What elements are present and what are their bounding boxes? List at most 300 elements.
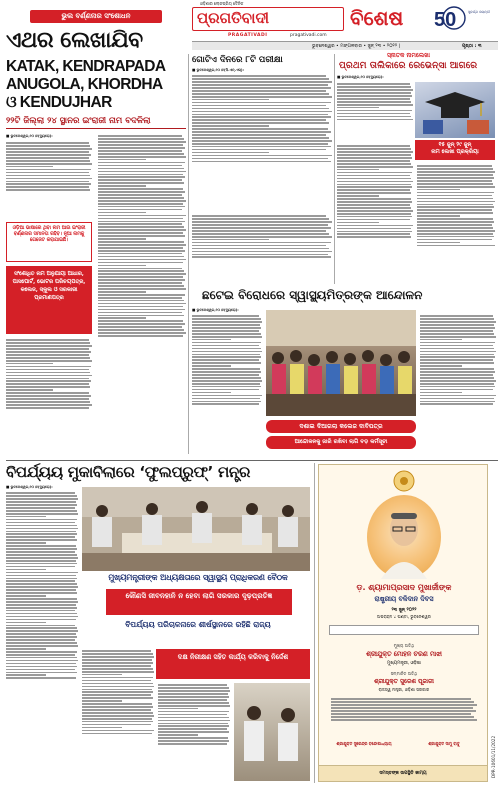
text-line [98,138,184,140]
text-line [82,709,151,711]
text-line [98,168,184,170]
text-line [6,595,46,597]
disaster-banner3 [92,619,304,645]
text-line [337,189,410,191]
text-line [6,351,91,353]
text-line [420,354,494,356]
graduate-headline: ପ୍ରଥମ ତାଲିକାରେ ରେଭେନ୍ସା ଆଗରେ [339,60,478,71]
text-line [98,171,186,173]
column-rule-1 [188,54,189,454]
text-line [6,389,53,391]
text-line [192,256,331,258]
text-line [192,371,261,373]
text-line [82,697,153,699]
text-line [6,348,89,350]
ad-title-1: ଡ଼. ଶ୍ୟାମାପ୍ରସାଦ ମୁଖାର୍ଜୀଙ୍କ [356,583,452,592]
text-line [6,639,75,641]
text-line [6,616,78,618]
text-line [158,699,227,701]
text-line [98,303,186,305]
text-line [192,248,329,250]
graduate-body-col1 [337,82,413,142]
text-line [6,186,89,188]
text-line [6,578,77,580]
text-line [6,386,90,388]
text-line [420,339,462,341]
text-line [420,356,495,358]
text-line [98,141,186,143]
text-line [420,383,494,385]
text-line [98,209,182,211]
text-line [420,401,495,403]
text-line [337,213,411,215]
disaster-story [6,463,312,783]
left-byline: ■ ଭୁବନେଶ୍ୱର,୨୦।୬(ବ୍ୟୁରୋ): [6,134,53,138]
graduate-body-col1-b [337,144,413,290]
text-line [98,235,185,237]
text-line [6,592,77,594]
text-line [98,253,182,255]
text-line [6,495,77,497]
text-line [82,650,151,652]
text-line [192,245,326,247]
text-line [331,713,471,715]
text-line [420,345,493,347]
text-line [158,711,229,713]
text-line [98,309,185,311]
text-line [337,145,410,147]
text-line [98,179,182,181]
text-line [417,165,492,167]
text-line [417,189,460,191]
protest-byline: ■ ଭୁବନେଶ୍ୱର,୨୦।୬(ବ୍ୟୁରୋ): [192,308,239,312]
text-line [158,690,230,692]
text-line [6,539,77,541]
text-line [337,113,410,115]
text-line [82,730,154,732]
text-line [6,531,76,533]
text-line [82,680,151,682]
text-line [6,519,77,521]
text-line [192,81,332,83]
ad-emblem [389,469,419,493]
text-line [98,188,183,190]
text-line [337,95,412,97]
text-line [98,262,183,264]
text-line [98,144,183,146]
text-line [6,345,92,347]
text-line [192,75,326,77]
text-line [6,375,92,377]
text-line [337,92,411,94]
text-line [98,232,183,234]
text-line [337,178,411,180]
text-line [192,236,332,238]
text-line [98,317,146,319]
text-line [420,377,494,379]
text-line [192,342,261,344]
text-line [417,245,495,247]
text-line [192,368,260,370]
text-line [417,224,492,226]
text-line [82,718,152,720]
text-line [82,689,152,691]
text-line [6,522,75,524]
text-line [98,244,186,246]
masthead-tagline: ଓଡ଼ିଶାର ଲୋକପ୍ରିୟ ଦୈନିକ [200,1,244,6]
text-line [420,333,494,335]
text-line [158,737,228,739]
text-line [417,186,495,188]
text-line [98,215,186,217]
text-line [98,247,183,249]
text-line [6,157,89,159]
text-line [98,197,184,199]
text-line [192,327,261,329]
ad-block [318,464,488,782]
text-line [6,625,75,627]
text-line [192,96,332,98]
text-line [98,162,185,164]
text-line [98,256,184,258]
text-line [82,727,122,729]
text-line [420,321,496,323]
gote-story [192,54,332,214]
text-line [337,186,412,188]
text-line [6,672,77,674]
text-line [6,504,77,506]
text-line [6,383,89,385]
text-line [6,651,77,653]
text-line [6,572,78,574]
text-line [6,492,75,494]
ad-guest-label: ସମ୍ମାନିତ ଅତିଥି [390,671,418,676]
text-line [192,152,269,154]
graduate-body-col2 [417,164,495,290]
disaster-banner4-text: ଦକ୍ଷ ନିରୀକ୍ଷଣ ସହିତ କାର୍ଯ୍ୟ କରିବାକୁ ନିର୍ଦ୍ଦେଶ [177,653,289,661]
text-line [337,184,411,186]
text-line [6,560,76,562]
text-line [192,102,331,104]
anniversary-logo [432,4,466,34]
text-line [98,276,183,278]
text-line [420,315,493,317]
text-line [98,320,183,322]
text-line [158,740,229,742]
ad-info-row [329,625,479,635]
text-line [158,708,198,710]
text-line [420,371,495,373]
text-line [6,601,78,603]
text-line [6,360,92,362]
website: pragativadi.com [290,33,327,38]
text-line [192,105,326,107]
text-line [331,698,471,700]
text-line [417,212,493,214]
text-line [6,401,90,403]
text-line [192,227,331,229]
text-line [192,395,262,397]
text-line [6,580,75,582]
text-line [158,731,229,733]
text-line [192,374,259,376]
text-line [192,84,328,86]
text-line [192,221,332,223]
text-line [158,723,228,725]
dateline: ଭୁବନେଶ୍ୱର • ମଙ୍ଗଳବାର • ଜୁନ୍ ୨୩ • ୨୦୨୨ | [312,44,401,49]
text-line [417,180,492,182]
text-line [192,128,328,130]
text-line [420,398,494,400]
text-line [331,701,474,703]
mid-body [192,214,332,282]
text-line [331,710,476,712]
text-line [98,285,184,287]
text-line [417,218,493,220]
text-line [420,327,495,329]
text-line [337,119,413,121]
text-line [98,206,185,208]
text-line [6,501,76,503]
text-line [337,86,411,88]
text-line [192,348,261,350]
paper-name-latin: PRAGATIVADI [228,33,268,38]
text-line [337,169,379,171]
text-line [337,233,410,235]
ad-chief-role: ମୁଖ୍ୟମନ୍ତ୍ରୀ, ଓଡ଼ିଶା [386,661,422,666]
text-line [6,516,46,518]
text-line [82,700,122,702]
text-line [337,160,410,162]
disaster-banner1-text: ମୁଖ୍ୟମନ୍ତ୍ରୀଙ୍କ ଅଧ୍ୟକ୍ଷତାରେ ସ୍ୱାସ୍ଥ୍ୟ ପ୍ରାଧିକରଣ ବୈଠକ [108,573,288,582]
page-label: ପୃଷ୍ଠା : ୩ [462,44,482,49]
text-line [192,318,261,320]
text-line [82,659,152,661]
text-line [192,233,329,235]
text-line [6,145,90,147]
text-line [82,712,153,714]
text-line [6,513,78,515]
text-line [98,147,185,149]
text-line [98,212,146,214]
text-line [82,724,151,726]
text-line [6,380,91,382]
disaster-banner2-text: କୌଣସି ଜୀବନହାନି ନ ହେବା ଲାଗି ସରକାର ଦୃଢ଼ପ୍ରତିଜ୍ଞ [125,591,273,600]
text-line [6,666,77,668]
text-line [192,356,261,358]
text-line [417,233,493,235]
text-line [6,630,78,632]
text-line [337,225,413,227]
text-line [417,227,493,229]
text-line [82,665,151,667]
text-line [337,222,379,224]
text-line [82,694,151,696]
text-line [6,525,77,527]
disaster-body-col1 [6,491,78,781]
ad-date: ୨୩ ଜୁନ୍ ୨୦୨୨ [391,608,417,613]
text-line [82,653,153,655]
text-line [158,687,229,689]
text-line [6,392,89,394]
text-line [6,166,53,168]
text-line [6,183,91,185]
text-line [98,273,186,275]
text-line [98,329,184,331]
left-deck: ୨୨ଟି ଜିଲ୍ଲା ୨୪ ସ୍ଥାନର ଇଂରାଜୀ ନାମ ବଦଳିଲା [6,116,151,126]
protest-tag2-text: ଆନ୍ଦୋଳନକୁ ଜାରି ରଖିବା ଲାଗି ବଡ଼ କର୍ମସୂଚୀ [294,439,388,445]
text-line [6,154,91,156]
text-line [6,175,90,177]
text-line [6,589,76,591]
text-line [331,719,477,721]
text-line [192,386,261,388]
text-line [192,351,262,353]
text-line [6,172,89,174]
text-line [337,195,379,197]
text-line [337,201,412,203]
text-line [337,207,411,209]
text-line [158,714,227,716]
text-line [420,392,462,394]
text-line [192,392,231,394]
text-line [98,229,186,231]
text-line [6,378,89,380]
text-line [331,716,474,718]
text-line [98,315,184,317]
text-line [337,154,411,156]
left-body-col2 [98,134,186,448]
text-line [192,114,328,116]
text-line [337,104,413,106]
text-line [82,668,153,670]
text-line [6,366,91,368]
text-line [158,734,198,736]
text-line [158,702,229,704]
dateline-bar [192,41,498,50]
text-line [158,725,229,727]
left-story [6,10,186,450]
text-line [98,268,182,270]
text-line [6,510,77,512]
protest-headline: ଛଟେଇ ବିରୋଧରେ ସ୍ୱାସ୍ଥ୍ୟମିତ୍ରଙ୍କ ଆନ୍ଦୋଳନ [202,288,423,302]
text-line [6,551,75,553]
text-line [192,140,332,142]
text-line [420,342,495,344]
text-line [158,720,230,722]
text-line [337,181,413,183]
text-line [6,669,75,671]
protest-tag2 [266,436,416,449]
text-line [98,270,184,272]
text-line [6,627,77,629]
text-line [337,151,413,153]
text-line [98,174,183,176]
text-line [6,181,89,183]
text-line [98,135,182,137]
text-line [192,125,269,127]
text-line [6,357,90,359]
text-line [6,677,76,679]
text-line [417,183,493,185]
text-line [192,87,331,89]
text-line [98,282,182,284]
text-line [337,175,410,177]
left-box1 [6,222,92,262]
text-line [158,696,229,698]
text-line [98,200,186,202]
graduate-date: ୧୫ ଜୁନ୍ ୨୯ ଜୁନ୍ [438,142,472,148]
text-line [98,194,182,196]
text-line [192,215,326,217]
ad-chief-name: ଶ୍ରୀଯୁକ୍ତ ମୋହନ ଚରଣ ମାଝୀ [366,650,442,658]
text-line [98,323,185,325]
protest-tag1-text: ଦଶାଇ ଦିଆଗଲା କଲେଜ ଦାବିପତ୍ର [299,423,383,430]
text-line [98,153,184,155]
text-line [420,374,493,376]
text-line [98,312,182,314]
left-box2 [6,266,92,334]
text-line [82,677,153,679]
text-line [6,142,89,144]
text-line [6,528,78,530]
text-line [192,365,231,367]
text-line [98,288,186,290]
text-line [98,335,183,337]
text-line [331,704,477,706]
text-line [420,362,494,364]
text-line [82,656,154,658]
text-line [98,326,182,328]
text-line [192,218,329,220]
text-line [6,657,77,659]
ad-bottom-note-bar [319,765,487,781]
gote-headline: ଗୋଟିଏ ଦିନରେ ୮ଟି ପରୀକ୍ଷା [192,55,283,65]
text-line [98,218,183,220]
text-line [337,163,411,165]
text-line [158,728,227,730]
text-line [6,619,76,621]
text-line [6,372,90,374]
text-line [192,161,331,163]
graduate-story [337,52,497,292]
text-line [192,254,328,256]
text-line [6,542,46,544]
text-line [337,204,410,206]
graduates-photo [415,82,495,138]
disaster-banner1 [86,573,310,587]
text-line [6,636,77,638]
text-line [98,203,183,205]
text-line [6,633,76,635]
text-line [192,146,331,148]
text-line [420,318,494,320]
ad-side-code-text: DPR-10601/11/2022 [491,735,496,778]
text-line [192,158,328,160]
text-line [192,78,329,80]
text-line [82,691,153,693]
left-deck-rule [6,128,186,129]
text-line [6,575,76,577]
text-line [98,300,184,302]
text-line [192,239,269,241]
text-line [192,321,262,323]
text-line [420,395,496,397]
text-line [98,238,146,240]
left-kicker [30,10,162,23]
text-line [98,191,185,193]
text-line [420,380,496,382]
